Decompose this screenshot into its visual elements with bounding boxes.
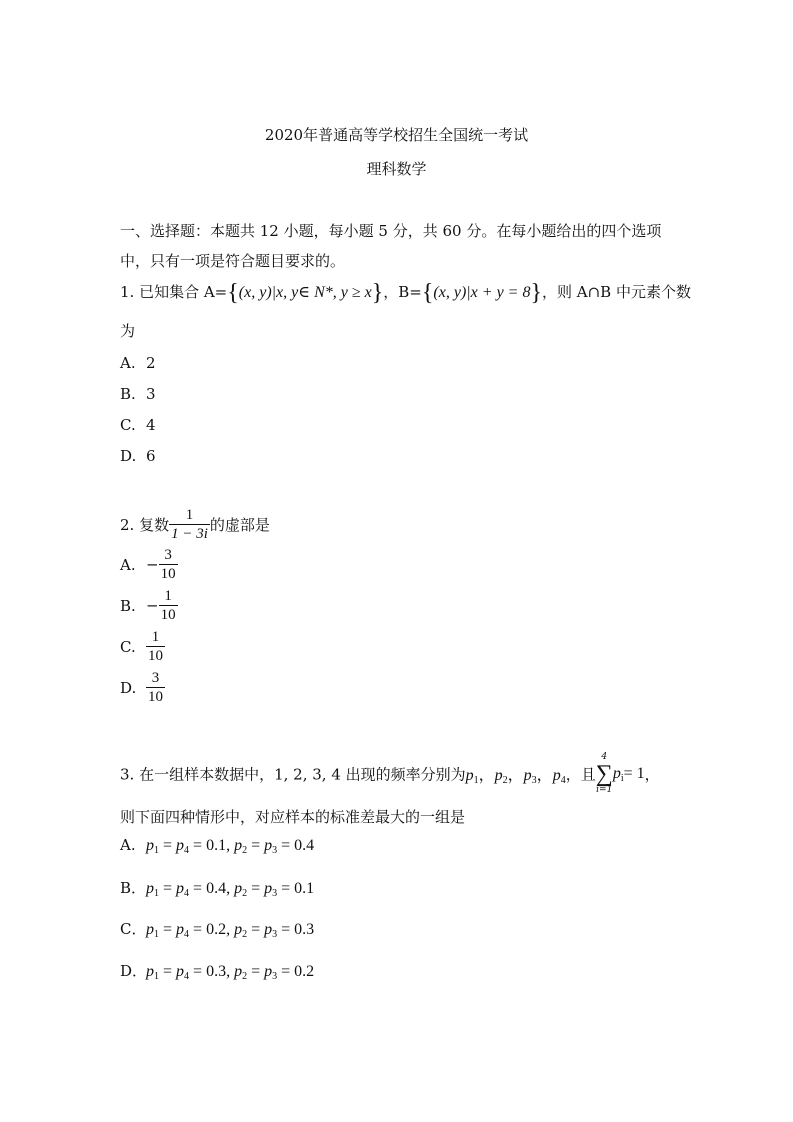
set-brace-open: { [421,280,434,306]
question-1-suffix: ，则 A∩B 中元素个数 [542,283,691,301]
set-a-expression: (x, y)|x, y∈ N*, y ≥ x [238,284,372,301]
question-2-option-a[interactable]: A. − $\frac{3}{10}$ [120,547,176,582]
question-3-stem: 3. 在一组样本数据中，1, 2, 3, 4 出现的频率分别为$p_1$，$p_2$，$p_3$，$p_4$，且 4 ∑ i=1 $p_i= 1$， [120,752,660,795]
question-1-option-d[interactable]: D. 6 [120,447,156,465]
question-1-option-c[interactable]: C. 4 [120,416,156,434]
question-3-line2: 则下面四种情形中，对应样本的标准差最大的一组是 [120,808,466,826]
question-2-option-b[interactable]: B. − $\frac{1}{10}$ [120,588,176,623]
option-fraction: $\frac{1}{10}$ [160,588,176,623]
section-instructions-line2: 中，只有一项是符合题目要求的。 [120,252,346,270]
question-1-option-a[interactable]: A. 2 [120,354,156,372]
exam-subtitle: 理科数学 [366,160,427,178]
question-1-line2: 为 [120,322,136,340]
option-fraction: $\frac{1}{10}$ [148,629,163,664]
set-brace-close: } [371,280,384,306]
question-2-option-c[interactable]: C. $\frac{1}{10}$ [120,629,163,664]
option-fraction: $\frac{3}{10}$ [160,547,176,582]
question-1-stem [120,280,691,307]
question-3-option-c[interactable]: C．$p_1 = p_4 = 0.2$, $p_2 = p_3 = 0.3$ [120,920,315,940]
question-1-mid: ，B= [383,283,422,301]
question-2-prefix: 2. 复数 [120,516,170,534]
question-3-mid: ，且 [565,765,596,784]
question-1-prefix: 1. 已知集合 A= [120,283,228,301]
complex-fraction: $\frac{1}{1 - 3i}$ [171,507,208,542]
summation-equals: = 1 [623,765,645,782]
exam-title: 2020年普通高等学校招生全国统一考试 [264,126,529,144]
probability-list: $p_1$，$p_2$，$p_3$，$p_4$ [465,767,566,786]
option-fraction: $\frac{3}{10}$ [148,670,163,705]
section-instructions-line1: 一、选择题：本题共 12 小题，每小题 5 分，共 60 分。在每小题给出的四个选项 [120,222,662,240]
question-2-suffix: 的虚部是 [209,516,270,534]
question-3-option-d[interactable]: D．$p_1 = p_4 = 0.3$, $p_2 = p_3 = 0.2$ [120,962,315,982]
question-2-option-d[interactable]: D. $\frac{3}{10}$ [120,670,163,705]
question-2-stem [120,506,270,543]
set-brace-close: } [530,280,542,306]
summation-body: $p_i$ [612,764,624,784]
set-b-expression: (x, y)|x + y = 8 [433,284,531,301]
summation-symbol: 4 ∑ i=1 [595,752,613,795]
question-3-option-a[interactable]: A. $p_1 = p_4 = 0.1$, $p_2 = p_3 = 0.4$ [120,836,315,856]
question-1-option-b[interactable]: B. 3 [120,385,156,403]
question-3-prefix: 3. 在一组样本数据中，1, 2, 3, 4 出现的频率分别为 [120,765,466,784]
question-3-option-b[interactable]: B．$p_1 = p_4 = 0.4$, $p_2 = p_3 = 0.1$ [120,879,315,899]
set-brace-open: { [227,280,239,306]
